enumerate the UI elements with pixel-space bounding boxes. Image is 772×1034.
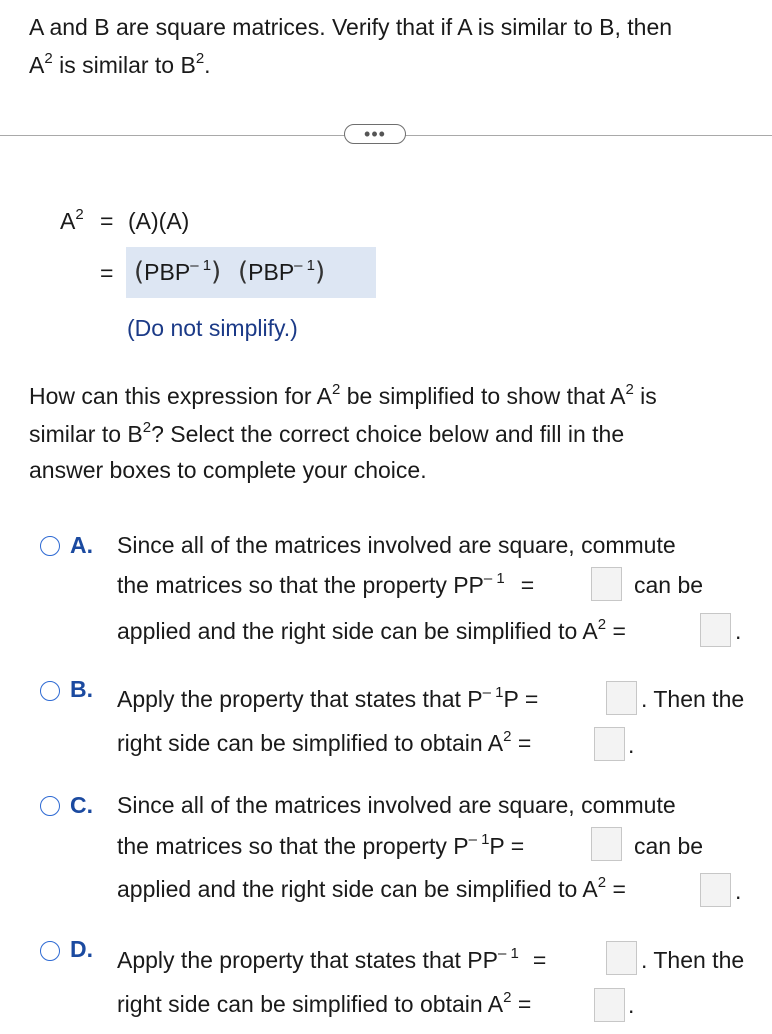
choice-d-answer-box-2[interactable] [594, 988, 625, 1022]
choice-c-line-3: applied and the right side can be simplified to $A^2$ = [117, 874, 626, 902]
choice-b-period: . [628, 732, 635, 758]
choice-a-period: . [735, 618, 742, 644]
choice-c-letter[interactable]: C. [70, 792, 93, 818]
question-line-2: $A^2$ is similar to $B^2$. [29, 50, 211, 78]
choice-b-answer-box-2[interactable] [594, 727, 625, 761]
equals-sign-1: = [100, 208, 114, 234]
choice-a-line-1: Since all of the matrices involved are square, commute [117, 532, 676, 558]
question-line-1: A and B are square matrices. Verify that if A is similar to B, then [29, 14, 673, 40]
work-row-1: (A)(A) [128, 208, 190, 234]
choice-d-line-1: Apply the property that states that $PP^{- 1}$ = [117, 945, 547, 973]
choice-c-line-2: the matrices so that the property $P^{- 1}P$ = [117, 831, 525, 859]
choice-a-line-3: applied and the right side can be simplified to $A^2$ = [117, 616, 626, 644]
choice-c-period: . [735, 878, 742, 904]
answer-expression: $(PBP^{- 1})$ $(PBP^{- 1})$ [134, 257, 326, 287]
choice-a-radio[interactable] [40, 536, 60, 556]
prompt-line-3: answer boxes to complete your choice. [29, 457, 427, 483]
choice-a-answer-box-1[interactable] [591, 567, 622, 601]
choice-b-then-the: . Then the [641, 686, 745, 712]
choice-c-can-be: can be [634, 833, 704, 859]
choice-c-answer-box-2[interactable] [700, 873, 731, 907]
lhs-a-squared: $A^2$ [60, 206, 84, 234]
choice-c-answer-box-1[interactable] [591, 827, 622, 861]
choice-b-answer-box-1[interactable] [606, 681, 637, 715]
choice-d-line-2: right side can be simplified to obtain $A^2$ = [117, 989, 532, 1017]
choice-c-radio[interactable] [40, 796, 60, 816]
choice-d-answer-box-1[interactable] [606, 941, 637, 975]
choice-d-letter[interactable]: D. [70, 936, 93, 962]
choice-a-answer-box-2[interactable] [700, 613, 731, 647]
choice-d-period: . [628, 992, 635, 1018]
choice-a-can-be: can be [634, 572, 704, 598]
prompt-line-2: similar to $B^2$? Select the correct choice below and fill in the [29, 419, 625, 447]
choice-b-letter[interactable]: B. [70, 676, 93, 702]
choice-a-line-2: the matrices so that the property $PP^{- 1}$ = [117, 570, 535, 598]
choice-d-radio[interactable] [40, 941, 60, 961]
choice-b-line-2: right side can be simplified to obtain $A^2$ = [117, 728, 532, 756]
choice-d-then-the: . Then the [641, 947, 745, 973]
choice-a-letter[interactable]: A. [70, 532, 93, 558]
do-not-simplify-hint: (Do not simplify.) [127, 315, 298, 341]
choice-c-line-1: Since all of the matrices involved are square, commute [117, 792, 676, 818]
choice-b-line-1: Apply the property that states that $P^{- 1}P$ = [117, 684, 539, 712]
choice-b-radio[interactable] [40, 681, 60, 701]
prompt-line-1: How can this expression for $A^2$ be simplified to show that $A^2$ is [29, 381, 657, 409]
equals-sign-2: = [100, 260, 114, 286]
more-options-button[interactable]: ••• [344, 124, 406, 144]
